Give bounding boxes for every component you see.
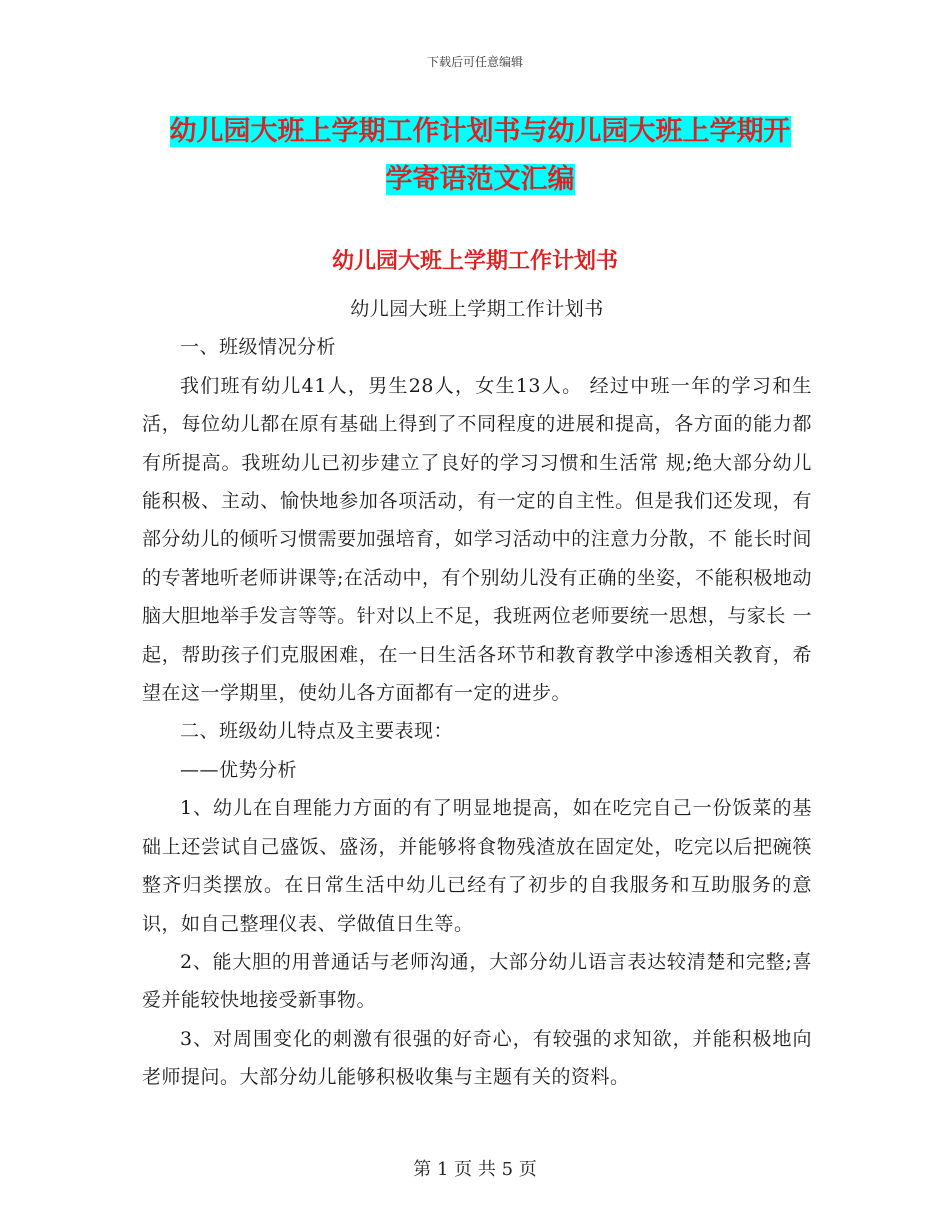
- heading-class-analysis: 一、班级情况分析: [180, 336, 337, 359]
- page-footer: 第 1 页 共 5 页: [413, 1159, 537, 1180]
- paragraph-item-2: 2、能大胆的用普通话与老师沟通，大部分幼儿语言表达较清楚和完整;喜爱并能较快地接受新事物。: [142, 950, 812, 1012]
- subtitle-paragraph: 幼儿园大班上学期工作计划书: [350, 298, 604, 320]
- document-title-line-2: 学寄语范文汇编: [385, 164, 575, 195]
- document-title: [140, 108, 820, 204]
- paragraph-class-analysis: 我们班有幼儿41人，男生28人，女生13人。 经过中班一年的学习和生活，每位幼儿都在原有基础上得到了不同程度的进展和提高，各方面的能力都有所提高。我班幼儿已初步建立了良好的学习习惯和生活常 规;绝大部分幼儿能积极、主动、愉快地参加各项活动，有一定的自主性。但是我们还发现，有部分幼儿的倾听习惯需要加强培育，如学习活动中的注意力分散，不 能长时间的专著地听老师讲课等;在活动中，有个别幼儿没有正确的坐姿，不能积极地动脑大胆地举手发言等等。针对以上不足，我班两位老师要统一思想，与家长 一起，帮助孩子们克服困难，在一日生活各环节和教育教学中渗透相关教育，希望在这一学期里，使幼儿各方面都有一定的进步。: [142, 374, 812, 705]
- header-note: 下载后可任意编辑: [426, 55, 523, 69]
- section-title: 幼儿园大班上学期工作计划书: [331, 249, 618, 274]
- heading-child-characteristics: 二、班级幼儿特点及主要表现：: [180, 720, 454, 743]
- document-body: [142, 290, 812, 1097]
- document-title-line-1: 幼儿园大班上学期工作计划书与幼儿园大班上学期开: [169, 116, 791, 147]
- heading-advantage-analysis: ——优势分析: [180, 758, 298, 781]
- paragraph-item-1: 1、幼儿在自理能力方面的有了明显地提高，如在吃完自己一份饭菜的基础上还尝试自己盛饭、盛汤，并能够将食物残渣放在固定处，吃完以后把碗筷整齐归类摆放。在日常生活中幼儿已经有了初步的自我服务和互助服务的意识，如自己整理仪表、学做值日生等。: [142, 797, 812, 935]
- paragraph-item-3: 3、对周围变化的刺激有很强的好奇心，有较强的求知欲，并能积极地向老师提问。大部分幼儿能够积极收集与主题有关的资料。: [142, 1027, 812, 1089]
